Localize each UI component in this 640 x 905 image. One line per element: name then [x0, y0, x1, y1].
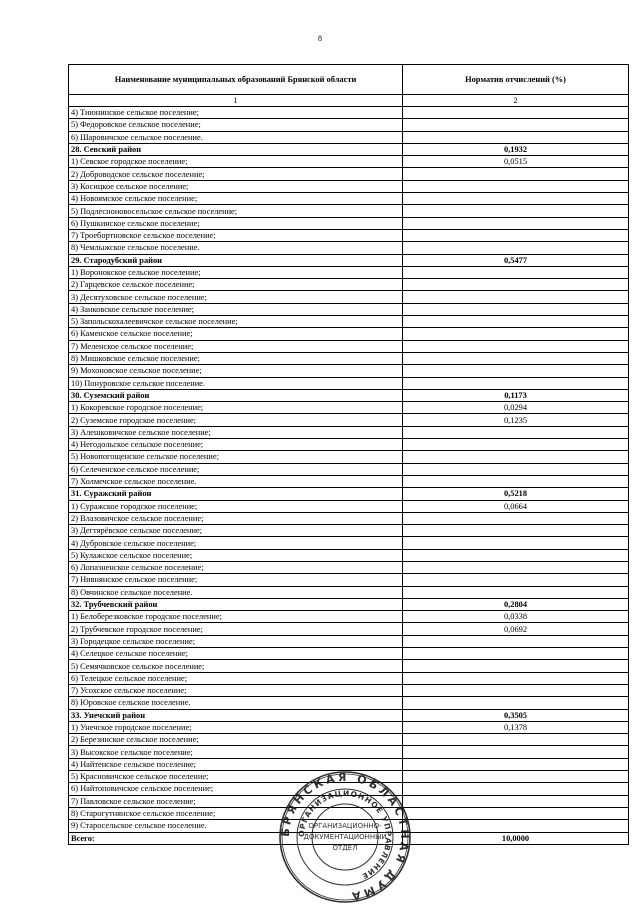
table-row: [69, 291, 629, 303]
norm-value: [403, 586, 629, 598]
norm-value: [403, 660, 629, 672]
municipality-name: 1) Унечское городское поселение;: [69, 721, 403, 733]
table-row: [69, 475, 629, 487]
table-row: [69, 131, 629, 143]
municipality-name: 2) Трубчевское городское поселение;: [69, 623, 403, 635]
table-row: [69, 611, 629, 623]
official-seal: [278, 770, 412, 904]
municipality-name: 1) Суражское городское поселение;: [69, 500, 403, 512]
district-row: [69, 488, 629, 500]
municipality-name: 3) Дегтярёвское сельское поселение;: [69, 525, 403, 537]
municipality-name: 33. Унечский район: [69, 709, 403, 721]
page-number: 8: [318, 34, 322, 43]
table-row: [69, 463, 629, 475]
table-body: [69, 107, 629, 845]
table-column-numbers-row: [69, 95, 629, 107]
table-row: [69, 316, 629, 328]
norm-value: [403, 684, 629, 696]
municipality-name: 2) Березинское сельское поселение;: [69, 734, 403, 746]
table-row: [69, 561, 629, 573]
norm-value: [403, 561, 629, 573]
municipality-name: 2) Доброводское сельское поселение;: [69, 168, 403, 180]
table-row: [69, 328, 629, 340]
municipality-name: 8) Юровское сельское поселение.: [69, 697, 403, 709]
svg-text:ОРГАНИЗАЦИОННОЕ УПРАВЛЕНИЕ: ОРГАНИЗАЦИОННОЕ УПРАВЛЕНИЕ: [296, 788, 394, 882]
table-row: [69, 205, 629, 217]
table-row: [69, 414, 629, 426]
norm-value: [403, 648, 629, 660]
municipality-name: 4) Негодольское сельское поселение;: [69, 439, 403, 451]
table-row: [69, 119, 629, 131]
municipality-name: 6) Найтоповичское сельское поселение;: [69, 783, 403, 795]
svg-text:ОРГАНИЗАЦИОННО-: ОРГАНИЗАЦИОННО-: [308, 822, 382, 830]
municipality-name: 7) Нивнянское сельское поселение;: [69, 574, 403, 586]
table-row: [69, 648, 629, 660]
municipality-name: 8) Мишковское сельское поселение;: [69, 352, 403, 364]
municipality-name: 6) Пушкинское сельское поселение;: [69, 217, 403, 229]
norm-value: 0,2804: [403, 598, 629, 610]
norm-value: 0,5477: [403, 254, 629, 266]
norm-value: [403, 746, 629, 758]
total-label: Всего:: [69, 832, 403, 844]
municipality-name: 32. Трубчевский район: [69, 598, 403, 610]
norm-value: [403, 758, 629, 770]
norm-value: 0,3505: [403, 709, 629, 721]
municipality-name: 28. Севский район: [69, 143, 403, 155]
norm-value: [403, 807, 629, 819]
norms-table: [68, 64, 629, 845]
municipality-name: 8) Старогутнянское сельское поселение;: [69, 807, 403, 819]
municipality-name: 7) Холмечское сельское поселение.: [69, 475, 403, 487]
table-row: [69, 635, 629, 647]
table-row: [69, 500, 629, 512]
municipality-name: 6) Селеченское сельское поселение;: [69, 463, 403, 475]
municipality-name: 3) Косицкое сельское поселение;: [69, 180, 403, 192]
municipality-name: 2) Влазовичское сельское поселение;: [69, 512, 403, 524]
municipality-name: 30. Суземский район: [69, 389, 403, 401]
svg-text:БРЯНСКАЯ ОБЛАСТНАЯ ДУМА: БРЯНСКАЯ ОБЛАСТНАЯ ДУМА: [278, 770, 412, 904]
norm-value: [403, 377, 629, 389]
norm-value: [403, 537, 629, 549]
municipality-name: 9) Мохоновское сельское поселение;: [69, 365, 403, 377]
table-row: [69, 672, 629, 684]
municipality-name: 2) Суземское городское поселение;: [69, 414, 403, 426]
municipality-name: 8) Овчинское сельское поселение.: [69, 586, 403, 598]
norm-value: [403, 795, 629, 807]
table-row: [69, 721, 629, 733]
norm-value: [403, 512, 629, 524]
norm-value: [403, 672, 629, 684]
norm-value: [403, 119, 629, 131]
norm-value: [403, 574, 629, 586]
norm-value: [403, 217, 629, 229]
norm-value: [403, 463, 629, 475]
norm-value: [403, 328, 629, 340]
table-row: [69, 266, 629, 278]
norm-value: [403, 635, 629, 647]
municipality-name: 4) Занковское сельское поселение;: [69, 303, 403, 315]
svg-text:ДОКУМЕНТАЦИОННЫЙ: ДОКУМЕНТАЦИОННЫЙ: [303, 833, 387, 841]
norm-value: [403, 266, 629, 278]
municipality-name: 1) Воронокское сельское поселение;: [69, 266, 403, 278]
municipality-name: 3) Алешковичское сельское поселение;: [69, 426, 403, 438]
table-row: [69, 439, 629, 451]
norm-value: 0,0338: [403, 611, 629, 623]
municipality-name: 10) Понуровское сельское поселение.: [69, 377, 403, 389]
norm-value: [403, 340, 629, 352]
norm-value: [403, 734, 629, 746]
municipality-name: 6) Лопазненское сельское поселение;: [69, 561, 403, 573]
municipality-name: 3) Городецкое сельское поселение;: [69, 635, 403, 647]
svg-text:ОТДЕЛ: ОТДЕЛ: [332, 844, 358, 852]
table-row: [69, 279, 629, 291]
header-col-norm: Норматив отчислений (%): [403, 65, 629, 95]
table-row: [69, 365, 629, 377]
municipality-name: 1) Севское городское поселение;: [69, 156, 403, 168]
table-row: [69, 549, 629, 561]
table-row: [69, 180, 629, 192]
municipality-name: 7) Меленское сельское поселение;: [69, 340, 403, 352]
norm-value: 0,0692: [403, 623, 629, 635]
municipality-name: 7) Усохское сельское поселение;: [69, 684, 403, 696]
municipality-name: 5) Семячковское сельское поселение;: [69, 660, 403, 672]
municipality-name: 5) Запольскохалеевичское сельское поселение;: [69, 316, 403, 328]
table-row: [69, 697, 629, 709]
municipality-name: 7) Троебортновское сельское поселение;: [69, 229, 403, 241]
norm-value: [403, 107, 629, 119]
municipality-name: 31. Суражский район: [69, 488, 403, 500]
municipality-name: 29. Стародубский район: [69, 254, 403, 266]
norm-value: 0,1932: [403, 143, 629, 155]
table-row: [69, 684, 629, 696]
norm-value: [403, 525, 629, 537]
table-row: [69, 586, 629, 598]
norm-value: 0,0294: [403, 402, 629, 414]
table-row: [69, 377, 629, 389]
municipality-name: 2) Гарцевское сельское поселение;: [69, 279, 403, 291]
norm-value: 0,1235: [403, 414, 629, 426]
municipality-name: 5) Федоровское сельское поселение;: [69, 119, 403, 131]
table-row: [69, 734, 629, 746]
municipality-name: 4) Новоямское сельское поселение;: [69, 193, 403, 205]
norm-value: [403, 131, 629, 143]
norm-value: [403, 783, 629, 795]
table-row: [69, 156, 629, 168]
municipality-name: 5) Кулажское сельское поселение;: [69, 549, 403, 561]
table-row: [69, 217, 629, 229]
norm-value: [403, 229, 629, 241]
municipality-name: 4) Найтенское сельское поселение;: [69, 758, 403, 770]
norm-value: [403, 771, 629, 783]
norm-value: 0,1378: [403, 721, 629, 733]
district-row: [69, 254, 629, 266]
municipality-name: 5) Новопогощенское сельское поселение;: [69, 451, 403, 463]
district-row: [69, 709, 629, 721]
norm-value: [403, 303, 629, 315]
municipality-name: 6) Каменское сельское поселение;: [69, 328, 403, 340]
municipality-name: 4) Селецкое сельское поселение;: [69, 648, 403, 660]
column-number-1: 1: [69, 95, 403, 107]
municipality-name: 9) Старосельское сельское поселение.: [69, 820, 403, 832]
table-row: [69, 229, 629, 241]
norm-value: [403, 242, 629, 254]
norm-value: [403, 352, 629, 364]
municipality-name: 1) Кокоревское городское поселение;: [69, 402, 403, 414]
municipality-name: 8) Чемлыжское сельское поселение.: [69, 242, 403, 254]
norm-value: [403, 439, 629, 451]
table-row: [69, 193, 629, 205]
table-row: [69, 525, 629, 537]
norm-value: [403, 291, 629, 303]
norm-value: 0,5218: [403, 488, 629, 500]
municipality-name: 5) Красновичское сельское поселение;: [69, 771, 403, 783]
total-value: 10,0000: [403, 832, 629, 844]
table-row: [69, 352, 629, 364]
norm-value: [403, 279, 629, 291]
municipality-name: 4) Дубровское сельское поселение;: [69, 537, 403, 549]
table-row: [69, 303, 629, 315]
table-row: [69, 426, 629, 438]
table-row: [69, 340, 629, 352]
norm-value: [403, 365, 629, 377]
norm-value: [403, 193, 629, 205]
table-row: [69, 758, 629, 770]
norm-value: 0,0515: [403, 156, 629, 168]
municipality-name: 7) Павловское сельское поселение;: [69, 795, 403, 807]
district-row: [69, 598, 629, 610]
table-row: [69, 402, 629, 414]
norm-value: [403, 426, 629, 438]
municipality-name: 1) Белоберезковское городское поселение;: [69, 611, 403, 623]
municipality-name: 3) Десятуховское сельское поселение;: [69, 291, 403, 303]
table-row: [69, 512, 629, 524]
municipality-name: 5) Подлесноновосельское сельское поселение;: [69, 205, 403, 217]
municipality-name: 6) Шаровичское сельское поселение.: [69, 131, 403, 143]
municipality-name: 3) Высокское сельское поселение;: [69, 746, 403, 758]
norm-value: [403, 475, 629, 487]
table-row: [69, 660, 629, 672]
district-row: [69, 143, 629, 155]
norm-value: [403, 180, 629, 192]
norm-value: 0,0664: [403, 500, 629, 512]
norm-value: 0,1173: [403, 389, 629, 401]
table-row: [69, 168, 629, 180]
norm-value: [403, 316, 629, 328]
table-header-row: [69, 65, 629, 95]
norm-value: [403, 451, 629, 463]
table-row: [69, 623, 629, 635]
table-row: [69, 537, 629, 549]
district-row: [69, 389, 629, 401]
column-number-2: 2: [403, 95, 629, 107]
table-row: [69, 107, 629, 119]
norm-value: [403, 549, 629, 561]
norm-value: [403, 205, 629, 217]
table-row: [69, 746, 629, 758]
header-col-municipality: Наименование муниципальных образований Брянской области: [69, 65, 403, 95]
norm-value: [403, 820, 629, 832]
table-row: [69, 242, 629, 254]
table-row: [69, 574, 629, 586]
municipality-name: 6) Телецкое сельское поселение;: [69, 672, 403, 684]
table-row: [69, 451, 629, 463]
norm-value: [403, 697, 629, 709]
norm-value: [403, 168, 629, 180]
municipality-name: 4) Тиюнинское сельское поселение;: [69, 107, 403, 119]
